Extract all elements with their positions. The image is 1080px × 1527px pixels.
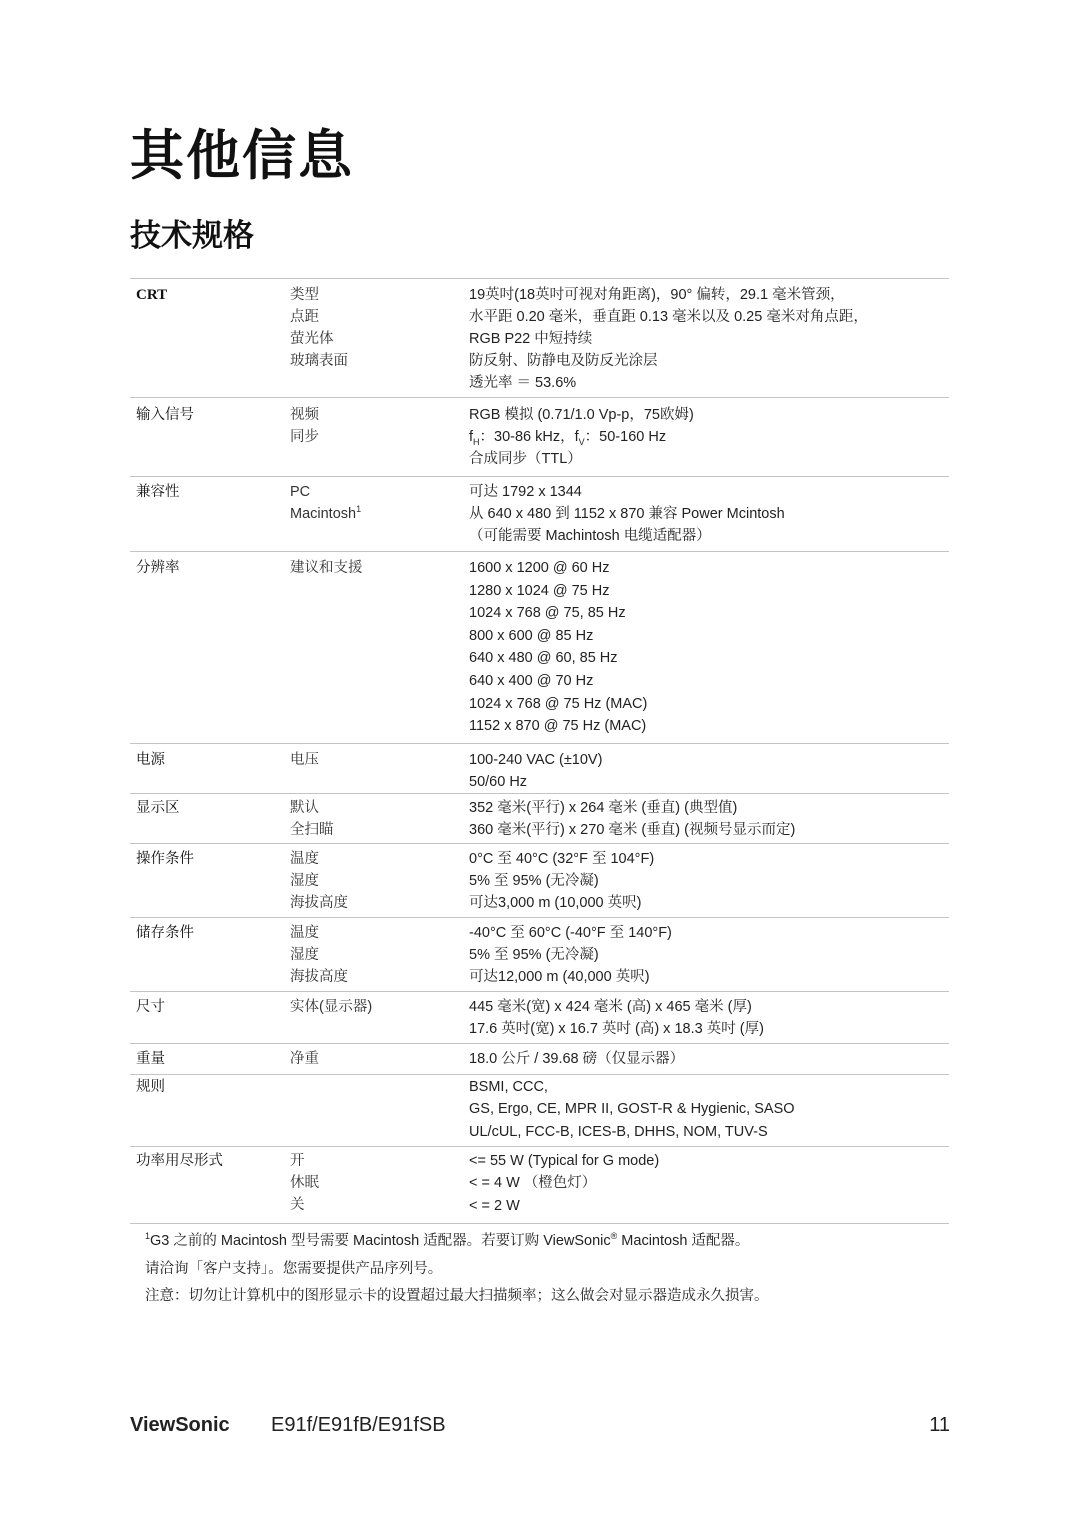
spec-labels <box>290 996 469 1040</box>
spec-label: Macintosh <box>290 506 357 522</box>
spec-section-power <box>130 743 949 793</box>
spec-category: 功率用尽形式 <box>136 1152 223 1169</box>
spec-labels <box>290 922 469 988</box>
spec-value: 352 毫米(平行) x 264 毫米 (垂直) (典型值) <box>469 799 738 816</box>
page-title: 其他信息 <box>130 124 354 187</box>
spec-value: 合成同步（TTL） <box>469 451 582 467</box>
spec-values <box>469 996 949 1040</box>
spec-value: 1024 x 768 @ 75 Hz (MAC) <box>469 695 648 712</box>
spec-value: 透光率 ＝ 53.6% <box>469 375 577 391</box>
spec-labels <box>290 1150 469 1218</box>
spec-value: 0°C 至 40°C (32°F 至 104°F) <box>469 850 655 867</box>
spec-label: 关 <box>290 1196 305 1213</box>
spec-values <box>469 557 949 738</box>
spec-value: <= 55 W (Typical for G mode) <box>469 1152 660 1169</box>
spec-value: -40°C 至 60°C (-40°F 至 140°F) <box>469 924 672 941</box>
spec-section-display-area <box>130 793 949 843</box>
spec-category: 分辨率 <box>136 560 180 576</box>
spec-label: 点距 <box>290 309 319 325</box>
spec-category: 电源 <box>136 751 165 768</box>
spec-values <box>469 797 949 841</box>
footnote-text: G3 之前的 Macintosh 型号需要 Macintosh 适配器。若要订购 ViewSonic <box>150 1233 611 1249</box>
spec-values <box>469 749 949 793</box>
spec-labels <box>290 284 469 394</box>
spec-category: CRT <box>136 287 168 303</box>
spec-labels <box>290 848 469 914</box>
footnote-text: Macintosh 适配器。 <box>617 1233 750 1249</box>
fh-value: ：30-86 kHz， <box>479 429 575 445</box>
spec-label: 温度 <box>290 850 319 867</box>
spec-value: < = 4 W （橙色灯） <box>469 1175 597 1192</box>
spec-values <box>469 1048 949 1070</box>
spec-labels <box>290 797 469 841</box>
spec-values <box>469 848 949 914</box>
spec-section-resolution <box>130 551 949 743</box>
spec-value: 5% 至 95% (无冷凝) <box>469 872 599 889</box>
spec-label: 开 <box>290 1152 305 1169</box>
spec-value: 18.0 公斤 / 39.68 磅（仅显示器） <box>469 1050 685 1067</box>
spec-value: 50/60 Hz <box>469 773 528 790</box>
spec-label: 净重 <box>290 1050 319 1067</box>
spec-section-operating-conditions <box>130 843 949 917</box>
page-number: 11 <box>929 1414 950 1436</box>
spec-value: 1280 x 1024 @ 75 Hz <box>469 582 610 599</box>
page-footer <box>130 1414 950 1440</box>
spec-category: 显示区 <box>136 799 180 816</box>
fh-symbol: f <box>469 429 474 445</box>
spec-category: 规则 <box>136 1078 165 1095</box>
footnote-marker: 1 <box>145 1231 151 1242</box>
spec-section-compatibility <box>130 476 949 551</box>
spec-label: 海拔高度 <box>290 894 348 911</box>
spec-value: 1024 x 768 @ 75, 85 Hz <box>469 605 626 622</box>
spec-section-crt <box>130 278 949 397</box>
spec-value: 19英吋(18英吋可视对角距离)，90° 偏转，29.1 毫米管颈， <box>469 287 845 303</box>
spec-value: BSMI, CCC, <box>469 1078 548 1095</box>
footnote-macintosh <box>145 1228 769 1256</box>
spec-label: 温度 <box>290 924 319 941</box>
fv-subscript: V <box>578 436 585 447</box>
spec-label: 建议和支援 <box>290 560 363 576</box>
spec-label: 默认 <box>290 799 319 816</box>
spec-label: 视频 <box>290 407 319 423</box>
footnote-marker: 1 <box>356 504 362 515</box>
spec-values <box>469 1150 949 1218</box>
footnote-contact: 请洽询「客户支持」。您需要提供产品序列号。 <box>145 1260 443 1277</box>
model-number: E91f/E91fB/E91fSB <box>271 1414 446 1436</box>
spec-values <box>469 922 949 988</box>
spec-category: 输入信号 <box>136 407 194 423</box>
footnotes <box>145 1228 769 1311</box>
spec-table <box>130 278 949 1224</box>
spec-labels <box>290 1076 469 1144</box>
brand-name: ViewSonic <box>130 1414 230 1436</box>
spec-value: UL/cUL, FCC-B, ICES-B, DHHS, NOM, TUV-S <box>469 1123 768 1140</box>
spec-values <box>469 1076 949 1144</box>
spec-label: 湿度 <box>290 872 319 889</box>
spec-values <box>469 284 949 394</box>
spec-value: 可达 1792 x 1344 <box>469 484 582 500</box>
spec-section-dimensions <box>130 991 949 1043</box>
spec-section-input-signal <box>130 397 949 476</box>
fh-subscript: H <box>473 436 480 447</box>
spec-labels <box>290 404 469 470</box>
spec-value: 640 x 480 @ 60, 85 Hz <box>469 650 618 667</box>
spec-category: 重量 <box>136 1050 165 1067</box>
spec-label: 海拔高度 <box>290 968 348 985</box>
spec-labels <box>290 1048 469 1070</box>
spec-labels <box>290 557 469 738</box>
spec-label: 萤光体 <box>290 331 334 347</box>
spec-value: 1600 x 1200 @ 60 Hz <box>469 560 610 576</box>
spec-labels <box>290 481 469 547</box>
spec-section-power-management <box>130 1146 949 1225</box>
registered-mark: ® <box>610 1231 618 1242</box>
spec-label: 休眠 <box>290 1174 319 1191</box>
spec-label: 类型 <box>290 287 319 303</box>
spec-value: 17.6 英吋(宽) x 16.7 英吋 (高) x 18.3 英吋 (厚) <box>469 1020 764 1037</box>
spec-label: 同步 <box>290 429 319 445</box>
spec-value: 1152 x 870 @ 75 Hz (MAC) <box>469 718 647 735</box>
spec-label: PC <box>290 484 311 500</box>
spec-values <box>469 481 949 547</box>
spec-category: 尺寸 <box>136 998 165 1015</box>
spec-value: 640 x 400 @ 70 Hz <box>469 672 594 689</box>
spec-value: 可达3,000 m (10,000 英呎) <box>469 894 642 911</box>
spec-labels <box>290 749 469 793</box>
spec-label: 湿度 <box>290 946 319 963</box>
spec-label: 玻璃表面 <box>290 353 348 369</box>
fv-value: ：50-160 Hz <box>584 429 667 445</box>
fv-symbol: f <box>574 429 579 445</box>
spec-value: 可达12,000 m (40,000 英呎) <box>469 968 650 985</box>
spec-value: 800 x 600 @ 85 Hz <box>469 627 594 644</box>
spec-label: 全扫瞄 <box>290 821 334 838</box>
warning-note: 注意：切勿让计算机中的图形显示卡的设置超过最大扫描频率；这么做会对显示器造成永久损害。 <box>145 1288 769 1304</box>
spec-value: RGB P22 中短持续 <box>469 331 593 347</box>
section-title: 技术规格 <box>130 218 254 254</box>
spec-value: （可能需要 Machintosh 电缆适配器） <box>469 528 711 544</box>
spec-value: 水平距 0.20 毫米，垂直距 0.13 毫米以及 0.25 毫米对角点距， <box>469 309 868 325</box>
spec-value: 从 640 x 480 到 1152 x 870 兼容 Power Mcintosh <box>469 506 785 522</box>
spec-label: 电压 <box>290 751 319 768</box>
spec-category: 储存条件 <box>136 924 194 941</box>
spec-value: 360 毫米(平行) x 270 毫米 (垂直) (视频号显示而定) <box>469 821 796 838</box>
spec-value: 5% 至 95% (无冷凝) <box>469 946 599 963</box>
spec-value: < = 2 W <box>469 1197 520 1214</box>
spec-value: RGB 模拟 (0.71/1.0 Vp-p，75欧姆) <box>469 407 694 423</box>
spec-label-macintosh <box>290 503 469 525</box>
spec-value: 445 毫米(宽) x 424 毫米 (高) x 465 毫米 (厚) <box>469 998 752 1015</box>
spec-section-weight <box>130 1043 949 1074</box>
spec-values <box>469 404 949 470</box>
spec-value: 防反射、防静电及防反光涂层 <box>469 353 658 369</box>
spec-value: 100-240 VAC (±10V) <box>469 751 603 768</box>
spec-category: 兼容性 <box>136 484 180 500</box>
spec-category: 操作条件 <box>136 850 194 867</box>
spec-value: GS, Ergo, CE, MPR II, GOST-R & Hygienic, SASO <box>469 1101 795 1118</box>
spec-label: 实体(显示器) <box>290 998 373 1015</box>
spec-section-storage-conditions <box>130 917 949 991</box>
spec-section-regulations <box>130 1074 949 1146</box>
sync-frequency <box>469 426 949 448</box>
